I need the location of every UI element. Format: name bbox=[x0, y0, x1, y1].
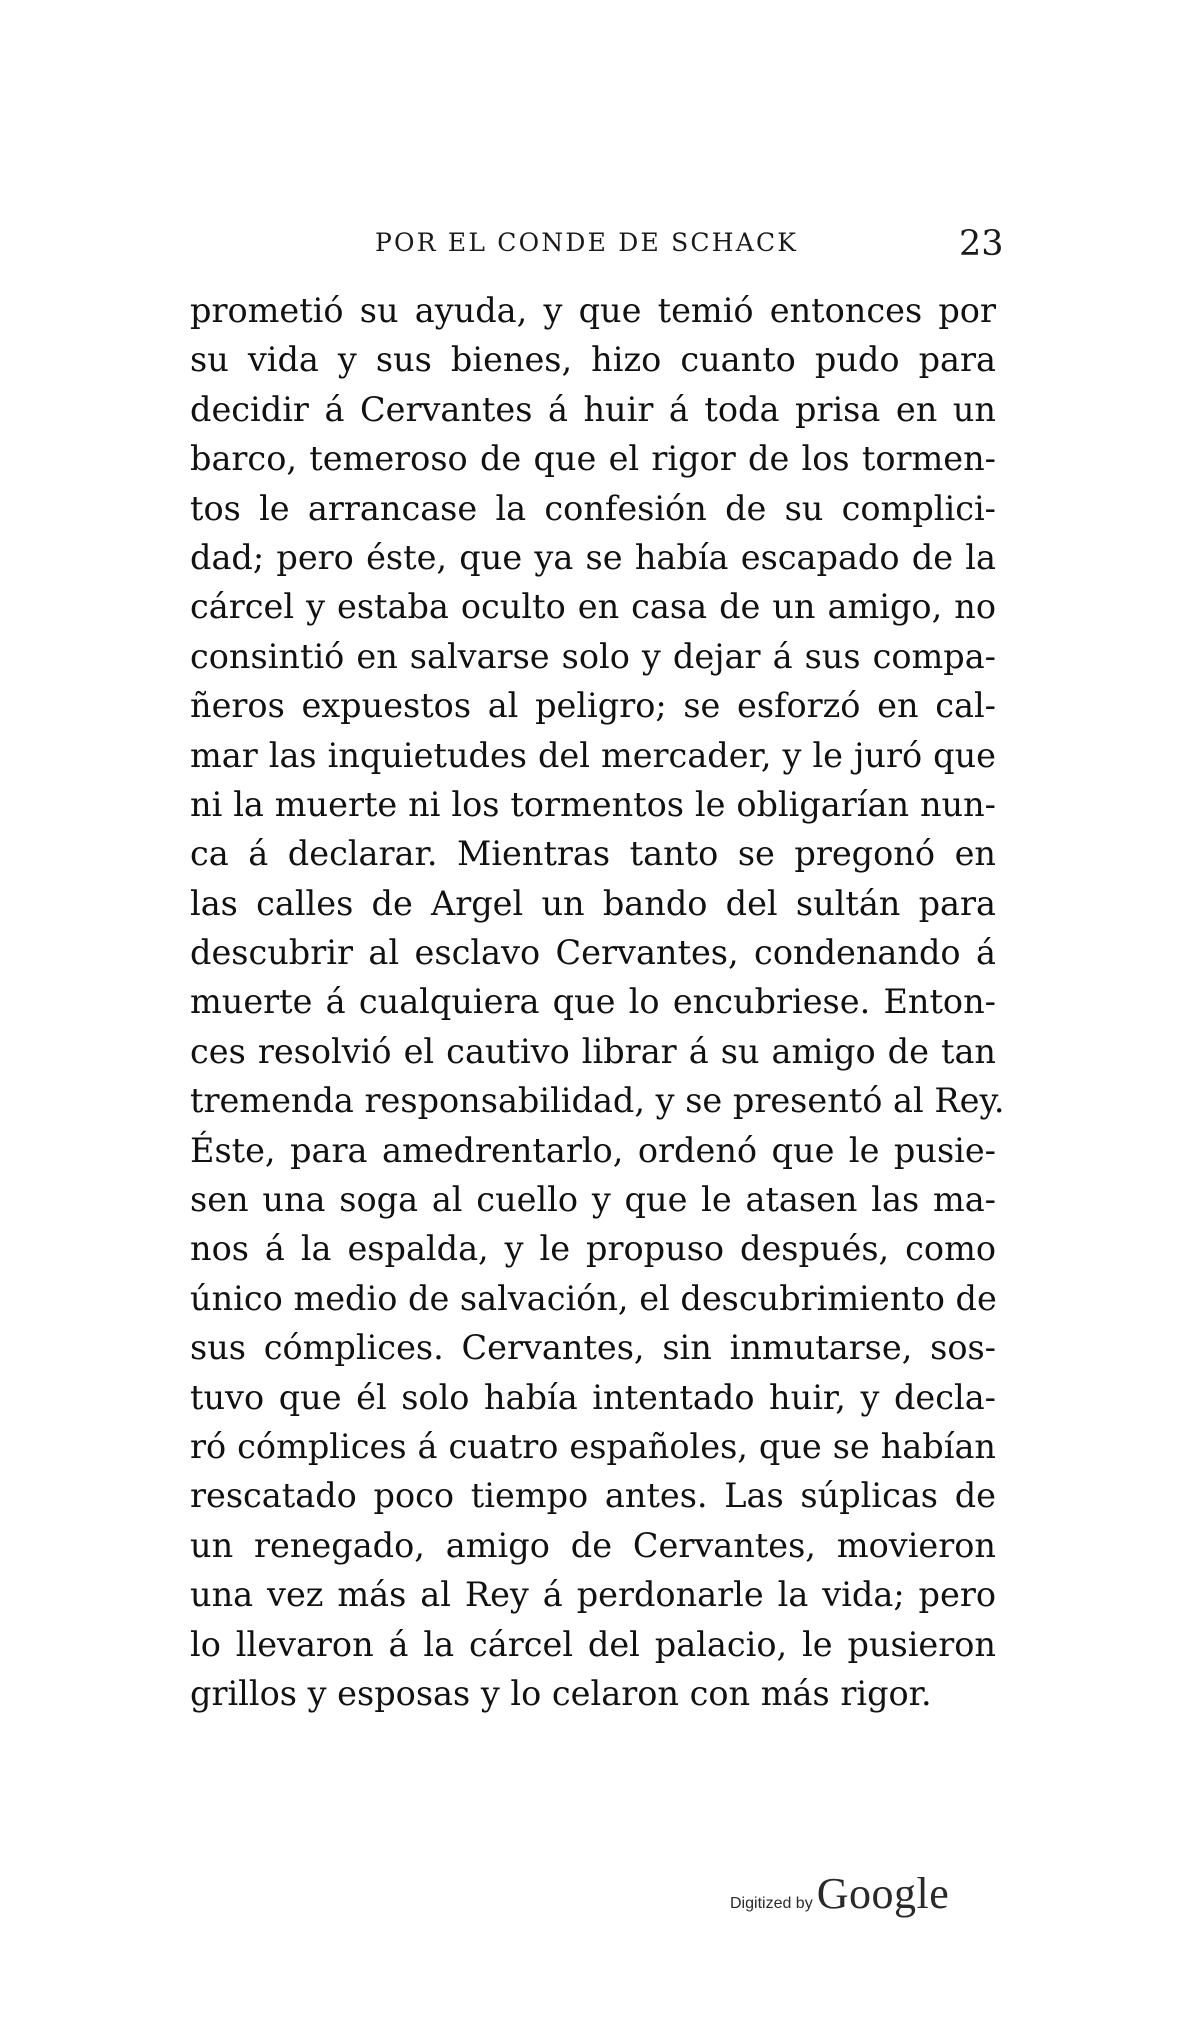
text-line: ca á declarar. Mientras tanto se pregonó en bbox=[190, 834, 996, 874]
text-line: un renegado, amigo de Cervantes, movieron bbox=[190, 1525, 996, 1565]
text-line: tremenda responsabilidad, y se presentó al Rey. bbox=[190, 1081, 1005, 1121]
text-line: prometió su ayuda, y que temió entonces por bbox=[190, 291, 996, 330]
text-line: su vida y sus bienes, hizo cuanto pudo para bbox=[190, 340, 996, 380]
text-line: descubrir al esclavo Cervantes, condenando á bbox=[190, 933, 996, 973]
text-line: Éste, para amedrentarlo, ordenó que le pusie- bbox=[190, 1130, 996, 1170]
text-line: cárcel y estaba oculto en casa de un amigo, no bbox=[190, 587, 996, 627]
text-line: tuvo que él solo había intentado huir, y decla- bbox=[190, 1377, 996, 1417]
text-line: nos á la espalda, y le propuso después, como bbox=[190, 1229, 996, 1269]
page-number: 23 bbox=[959, 224, 1004, 264]
running-title: POR EL CONDE DE SCHACK bbox=[375, 228, 799, 257]
text-line: rescatado poco tiempo antes. Las súplicas de bbox=[190, 1476, 996, 1516]
text-line: las calles de Argel un bando del sultán para bbox=[190, 883, 996, 923]
text-line: decidir á Cervantes á huir á toda prisa en un bbox=[190, 389, 996, 429]
text-line: una vez más al Rey á perdonarle la vida; pero bbox=[190, 1575, 996, 1615]
text-line: dad; pero éste, que ya se había escapado de la bbox=[190, 537, 996, 577]
text-line: sen una soga al cuello y que le atasen las ma- bbox=[190, 1180, 996, 1220]
text-line: ró cómplices á cuatro españoles, que se habían bbox=[190, 1426, 996, 1466]
text-line: sus cómplices. Cervantes, sin inmutarse, sos- bbox=[190, 1328, 996, 1368]
body-text bbox=[190, 286, 1005, 1718]
text-line: tos le arrancase la confesión de su complici- bbox=[190, 488, 996, 528]
text-line: muerte á cualquiera que lo encubriese. Enton- bbox=[190, 982, 996, 1022]
watermark-prefix: Digitized by bbox=[730, 1895, 813, 1912]
text-line-last: grillos y esposas y lo celaron con más rigor. bbox=[190, 1673, 932, 1713]
google-logo: Google bbox=[816, 1869, 950, 1918]
digitized-watermark bbox=[730, 1868, 949, 1919]
text-line: mar las inquietudes del mercader, y le juró que bbox=[190, 735, 996, 775]
text-line: ni la muerte ni los tormentos le obligarían nun- bbox=[190, 784, 996, 824]
text-line: barco, temeroso de que el rigor de los tormen- bbox=[190, 439, 996, 479]
text-line: único medio de salvación, el descubrimiento de bbox=[190, 1278, 997, 1318]
text-line: ces resolvió el cautivo librar á su amigo de tan bbox=[190, 1031, 996, 1071]
text-line: consintió en salvarse solo y dejar á sus compa- bbox=[190, 636, 996, 676]
text-line: ñeros expuestos al peligro; se esforzó en cal- bbox=[190, 686, 996, 726]
text-line: lo llevaron á la cárcel del palacio, le pusieron bbox=[190, 1624, 996, 1664]
